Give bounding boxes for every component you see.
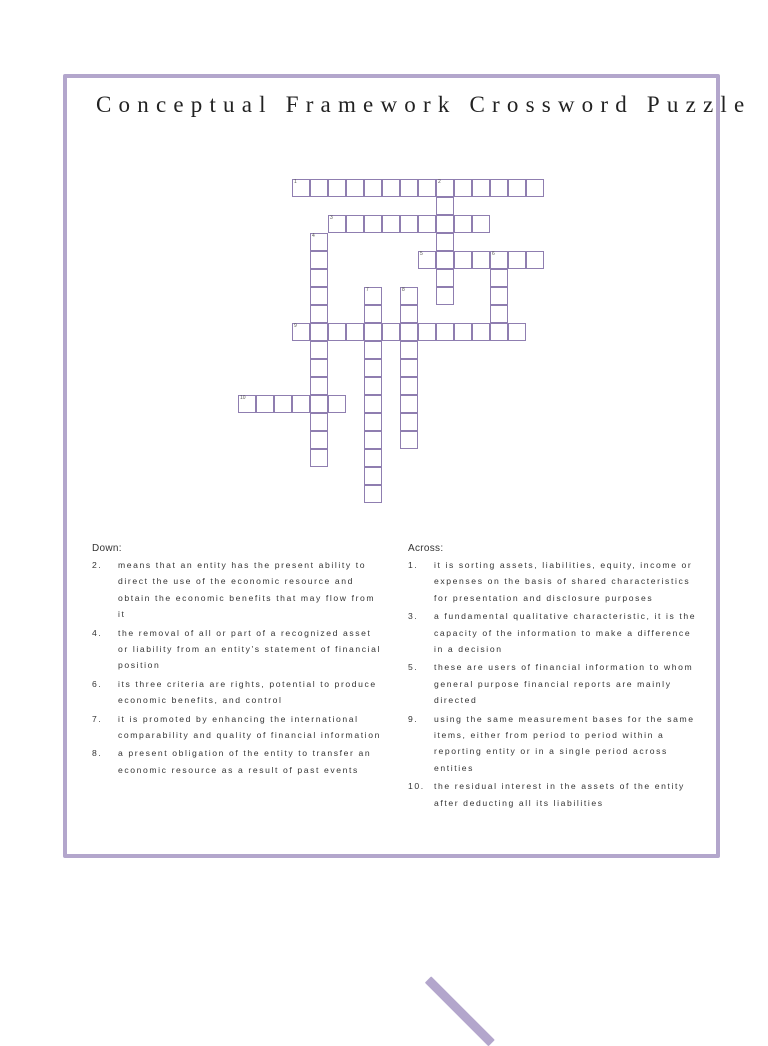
clue-number: 8.: [92, 748, 103, 759]
crossword-cell[interactable]: [400, 341, 418, 359]
clue-text: its three criteria are rights, potential to produce economic benefits, and control: [118, 678, 377, 706]
crossword-cell[interactable]: [310, 287, 328, 305]
crossword-cell[interactable]: [472, 323, 490, 341]
clue-text: using the same measurement bases for the same items, either from period to period within a reporting entity or in a single period across entities: [434, 713, 695, 773]
clue-number: 6.: [92, 678, 103, 689]
crossword-cell[interactable]: [382, 323, 400, 341]
crossword-cell[interactable]: [346, 215, 364, 233]
crossword-cell[interactable]: [310, 431, 328, 449]
crossword-cell[interactable]: [400, 215, 418, 233]
crossword-cell[interactable]: [526, 251, 544, 269]
crossword-cell[interactable]: [400, 305, 418, 323]
clue-text: it is promoted by enhancing the international comparability and quality of financial information: [118, 713, 381, 741]
cell-number: 5: [420, 251, 423, 257]
cell-number: 4: [312, 233, 315, 239]
across-clue: [408, 711, 698, 777]
crossword-cell[interactable]: [328, 215, 346, 233]
crossword-cell[interactable]: [436, 323, 454, 341]
clue-number: 4.: [92, 627, 103, 638]
crossword-cell[interactable]: [328, 323, 346, 341]
down-clues: [92, 543, 382, 780]
crossword-cell[interactable]: [310, 269, 328, 287]
crossword-cell[interactable]: [436, 269, 454, 287]
crossword-cell[interactable]: [400, 287, 418, 305]
crossword-cell[interactable]: [310, 323, 328, 341]
crossword-cell[interactable]: [364, 467, 382, 485]
crossword-cell[interactable]: [454, 215, 472, 233]
clue-text: the residual interest in the assets of the entity after deducting all its liabilities: [434, 781, 685, 808]
crossword-cell[interactable]: [400, 377, 418, 395]
crossword-cell[interactable]: [436, 233, 454, 251]
crossword-cell[interactable]: [436, 287, 454, 305]
crossword-cell[interactable]: [364, 359, 382, 377]
cell-number: 2: [438, 179, 441, 185]
crossword-cell[interactable]: [400, 359, 418, 377]
crossword-cell[interactable]: [454, 323, 472, 341]
crossword-cell[interactable]: [310, 305, 328, 323]
cell-number: 7: [366, 287, 369, 293]
crossword-cell[interactable]: [364, 305, 382, 323]
crossword-cell[interactable]: [526, 179, 544, 197]
crossword-cell[interactable]: [364, 431, 382, 449]
crossword-cell[interactable]: [310, 179, 328, 197]
page-title: Conceptual Framework Crossword Puzzle: [96, 92, 752, 117]
crossword-cell[interactable]: [364, 323, 382, 341]
crossword-cell[interactable]: [508, 179, 526, 197]
across-clues: [408, 543, 698, 813]
crossword-cell[interactable]: [454, 251, 472, 269]
clue-text: a fundamental qualitative characteristic, it is the capacity of the information to make a difference in a decision: [434, 611, 697, 655]
down-clue: [92, 676, 382, 709]
clue-number: 7.: [92, 713, 103, 724]
across-clue: [408, 778, 698, 811]
clue-number: 5.: [408, 662, 419, 673]
crossword-cell[interactable]: [364, 413, 382, 431]
crossword-cell[interactable]: [436, 215, 454, 233]
crossword-cell[interactable]: [508, 323, 526, 341]
crossword-cell[interactable]: [310, 377, 328, 395]
crossword-cell[interactable]: [418, 251, 436, 269]
crossword-cell[interactable]: [310, 341, 328, 359]
crossword-cell[interactable]: [310, 251, 328, 269]
crossword-cell[interactable]: [382, 179, 400, 197]
crossword-cell[interactable]: [400, 179, 418, 197]
clue-number: 1.: [408, 560, 419, 570]
crossword-cell[interactable]: [256, 395, 274, 413]
cell-number: 1: [294, 179, 297, 185]
crossword-cell[interactable]: [490, 251, 508, 269]
clue-text: means that an entity has the present ability to direct the use of the economic resource and obtain the economic benefits that may flow from it: [118, 560, 376, 620]
crossword-cell[interactable]: [418, 323, 436, 341]
clue-text: a present obligation of the entity to transfer an economic resource as a result of past events: [118, 748, 372, 775]
crossword-cell[interactable]: [274, 395, 292, 413]
crossword-cell[interactable]: [310, 395, 328, 413]
crossword-cell[interactable]: [310, 233, 328, 251]
crossword-cell[interactable]: [328, 395, 346, 413]
crossword-cell[interactable]: [436, 179, 454, 197]
crossword-cell[interactable]: [310, 449, 328, 467]
crossword-cell[interactable]: [490, 287, 508, 305]
cell-number: 8: [402, 287, 405, 293]
across-clue: [408, 557, 698, 606]
down-heading: Down:: [92, 543, 122, 554]
crossword-cell[interactable]: [436, 251, 454, 269]
crossword-cell[interactable]: [400, 395, 418, 413]
cell-number: 6: [492, 251, 495, 257]
clue-number: 2.: [92, 560, 103, 570]
crossword-cell[interactable]: [400, 413, 418, 431]
crossword-cell[interactable]: [454, 179, 472, 197]
crossword-cell[interactable]: [364, 377, 382, 395]
crossword-cell[interactable]: [292, 395, 310, 413]
crossword-cell[interactable]: [418, 179, 436, 197]
crossword-cell[interactable]: [400, 323, 418, 341]
crossword-cell[interactable]: [472, 179, 490, 197]
clue-number: 9.: [408, 713, 419, 724]
crossword-cell[interactable]: [508, 251, 526, 269]
crossword-cell[interactable]: [490, 323, 508, 341]
crossword-cell[interactable]: [346, 323, 364, 341]
down-clue: [92, 745, 382, 778]
crossword-cell[interactable]: [346, 179, 364, 197]
crossword-cell[interactable]: [238, 395, 256, 413]
crossword-cell[interactable]: [364, 449, 382, 467]
across-clue: [408, 608, 698, 657]
clue-text: it is sorting assets, liabilities, equity, income or expenses on the basis of shared characteristics for presentation and disclosure purposes: [434, 560, 693, 603]
clue-text: the removal of all or part of a recognized asset or liability from an entity's statement of financial position: [118, 627, 382, 671]
clue-number: 3.: [408, 611, 419, 622]
decorative-stroke: [425, 976, 495, 1046]
cell-number: 3: [330, 215, 333, 221]
clue-text: these are users of financial information to whom general purpose financial reports are mainly directed: [434, 662, 694, 706]
crossword-cell[interactable]: [490, 269, 508, 287]
crossword-cell[interactable]: [310, 413, 328, 431]
cell-number: 9: [294, 323, 297, 329]
crossword-cell[interactable]: [382, 215, 400, 233]
crossword-cell[interactable]: [436, 197, 454, 215]
crossword-cell[interactable]: [364, 341, 382, 359]
down-clue: [92, 557, 382, 623]
crossword-cell[interactable]: [364, 215, 382, 233]
crossword-cell[interactable]: [472, 215, 490, 233]
across-clue: [408, 659, 698, 708]
crossword-cell[interactable]: [490, 305, 508, 323]
crossword-cell[interactable]: [400, 431, 418, 449]
crossword-cell[interactable]: [364, 179, 382, 197]
cell-number: 10: [240, 395, 246, 401]
crossword-cell[interactable]: [364, 485, 382, 503]
crossword-cell[interactable]: [418, 215, 436, 233]
clue-number: 10.: [408, 781, 425, 792]
crossword-cell[interactable]: [490, 179, 508, 197]
down-clue: [92, 711, 382, 744]
crossword-cell[interactable]: [328, 179, 346, 197]
across-heading: Across:: [408, 543, 444, 554]
crossword-cell[interactable]: [364, 395, 382, 413]
crossword-cell[interactable]: [292, 179, 310, 197]
down-clue: [92, 625, 382, 674]
crossword-cell[interactable]: [364, 287, 382, 305]
crossword-cell[interactable]: [292, 323, 310, 341]
crossword-cell[interactable]: [310, 359, 328, 377]
crossword-cell[interactable]: [472, 251, 490, 269]
